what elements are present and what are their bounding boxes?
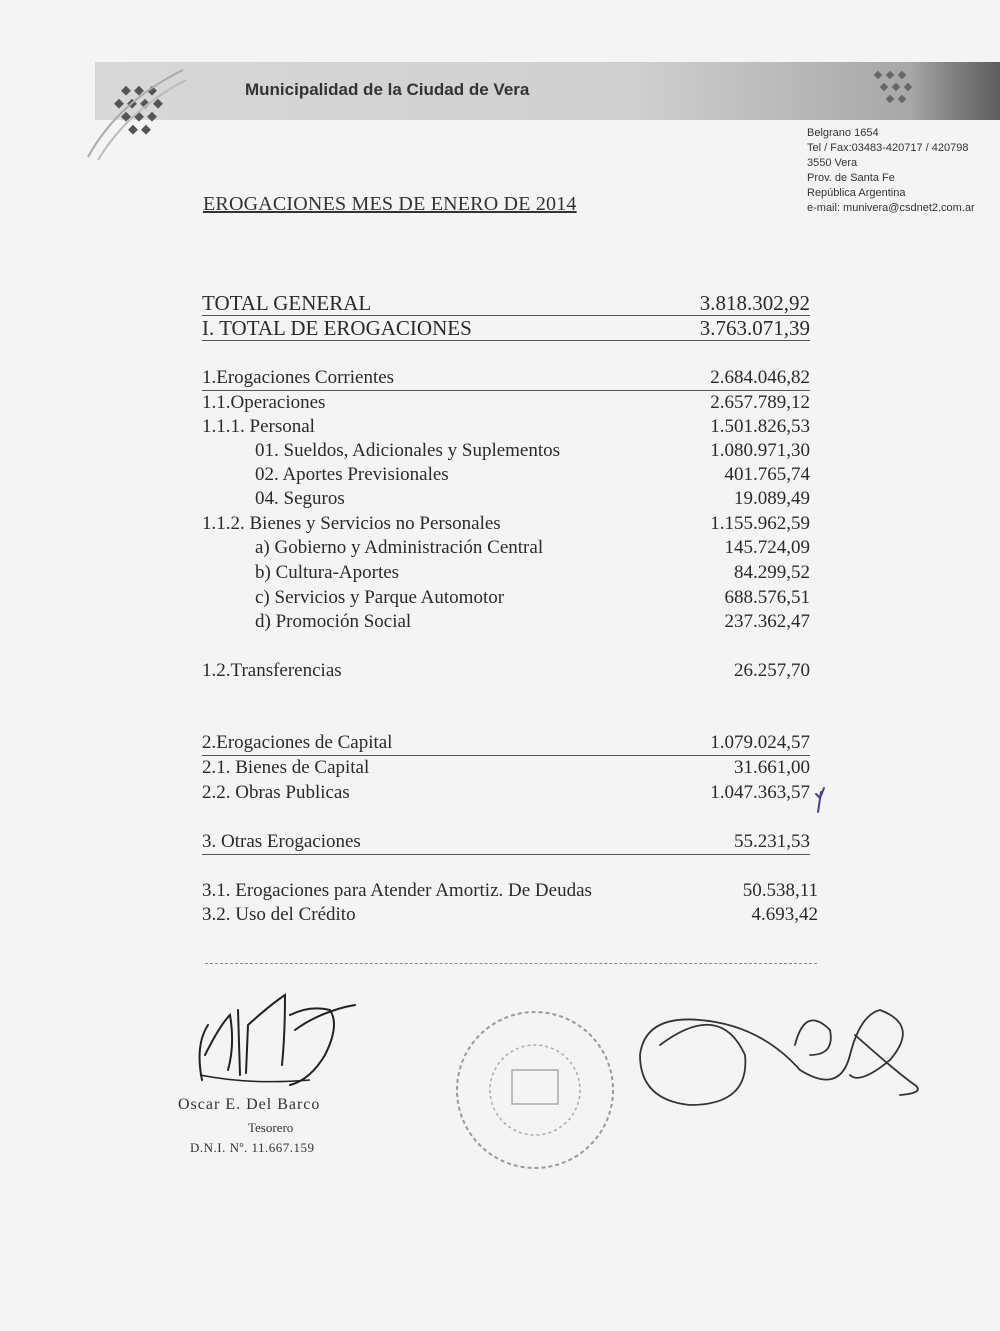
row-value: 26.257,70	[734, 660, 810, 681]
row-value: 237.362,47	[724, 611, 810, 632]
row-value: 3.818.302,92	[699, 291, 810, 315]
row-label: 2.2. Obras Publicas	[202, 782, 350, 803]
row-label: 1.2.Transferencias	[202, 660, 342, 681]
municipality-logo-icon	[78, 62, 188, 162]
row-value: 50.538,11	[742, 880, 818, 901]
table-row	[202, 415, 810, 439]
row-label: 1.1.2. Bienes y Servicios no Personales	[202, 513, 501, 534]
row-label: b) Cultura-Aportes	[255, 562, 400, 583]
table-row	[202, 756, 810, 780]
row-label: 2.1. Bienes de Capital	[202, 757, 370, 778]
row-value: 401.765,74	[724, 464, 810, 485]
table-row	[202, 439, 810, 463]
row-value: 3.763.071,39	[699, 316, 810, 340]
province-line: Prov. de Santa Fe	[807, 172, 895, 184]
table-row	[202, 561, 810, 585]
row-label: d) Promoción Social	[255, 611, 412, 632]
row-value: 84.299,52	[734, 562, 810, 583]
table-row	[202, 659, 810, 683]
table-row	[202, 610, 810, 634]
table-row	[202, 903, 818, 927]
row-label: a) Gobierno y Administración Central	[255, 537, 544, 558]
contact-block	[807, 126, 1000, 216]
email-line: e-mail: munivera@csdnet2.com.ar	[807, 202, 975, 214]
row-label: 02. Aportes Previsionales	[255, 464, 449, 485]
row-label: I. TOTAL DE EROGACIONES	[202, 316, 472, 340]
table-row	[202, 586, 810, 610]
row-value: 1.079.024,57	[710, 732, 810, 753]
row-label: TOTAL GENERAL	[202, 291, 372, 315]
row-value: 1.155.962,59	[710, 513, 810, 534]
divider	[205, 963, 817, 964]
table-row	[202, 536, 810, 560]
row-value: 55.231,53	[734, 831, 810, 852]
second-signature-icon	[600, 975, 930, 1125]
row-value: 19.089,49	[734, 488, 810, 509]
row-label: 3.1. Erogaciones para Atender Amortiz. De Deudas	[202, 880, 592, 901]
row-value: 688.576,51	[724, 587, 810, 608]
row-label: 01. Sueldos, Adicionales y Suplementos	[255, 440, 561, 461]
table-row	[202, 731, 810, 756]
table-row	[202, 463, 810, 487]
table-row	[202, 512, 810, 536]
row-label: 04. Seguros	[255, 488, 345, 509]
signatory-id: D.N.I. Nº. 11.667.159	[190, 1140, 315, 1155]
row-label: 1.Erogaciones Corrientes	[202, 367, 395, 388]
row-label: 1.1.1. Personal	[202, 416, 315, 437]
row-label: c) Servicios y Parque Automotor	[255, 587, 505, 608]
header-emblem-icon	[865, 66, 925, 110]
row-label: 2.Erogaciones de Capital	[202, 732, 393, 753]
table-row	[202, 781, 810, 805]
table-row	[202, 391, 810, 415]
table-row	[202, 879, 818, 903]
table-row	[202, 366, 810, 391]
organization-name: Municipalidad de la Ciudad de Vera	[245, 80, 530, 99]
table-row	[202, 830, 810, 855]
row-value: 1.047.363,57	[710, 782, 810, 803]
row-value: 1.501.826,53	[710, 416, 810, 437]
country-line: República Argentina	[807, 187, 906, 199]
city-line: 3550 Vera	[807, 157, 858, 169]
row-value: 145.724,09	[724, 537, 810, 558]
handwritten-signature-icon	[190, 985, 370, 1100]
address-line: Belgrano 1654	[807, 127, 879, 139]
row-label: 3.2. Uso del Crédito	[202, 904, 356, 925]
document-title: EROGACIONES MES DE ENERO DE 2014	[203, 193, 577, 215]
table-row	[202, 316, 810, 341]
phone-line: Tel / Fax:03483-420717 / 420798	[807, 142, 969, 154]
row-label: 3. Otras Erogaciones	[202, 831, 361, 852]
row-label: 1.1.Operaciones	[202, 392, 326, 413]
row-value: 31.661,00	[734, 757, 810, 778]
row-value: 4.693,42	[751, 904, 818, 925]
row-value: 1.080.971,30	[710, 440, 810, 461]
row-value: 2.657.789,12	[710, 392, 810, 413]
table-row	[202, 487, 810, 511]
signatory-name: Oscar E. Del Barco	[178, 1096, 321, 1113]
row-value: 2.684.046,82	[710, 367, 810, 388]
signatory-role: Tesorero	[248, 1120, 294, 1135]
handwritten-check-mark-icon	[812, 784, 832, 814]
table-row	[202, 291, 810, 316]
